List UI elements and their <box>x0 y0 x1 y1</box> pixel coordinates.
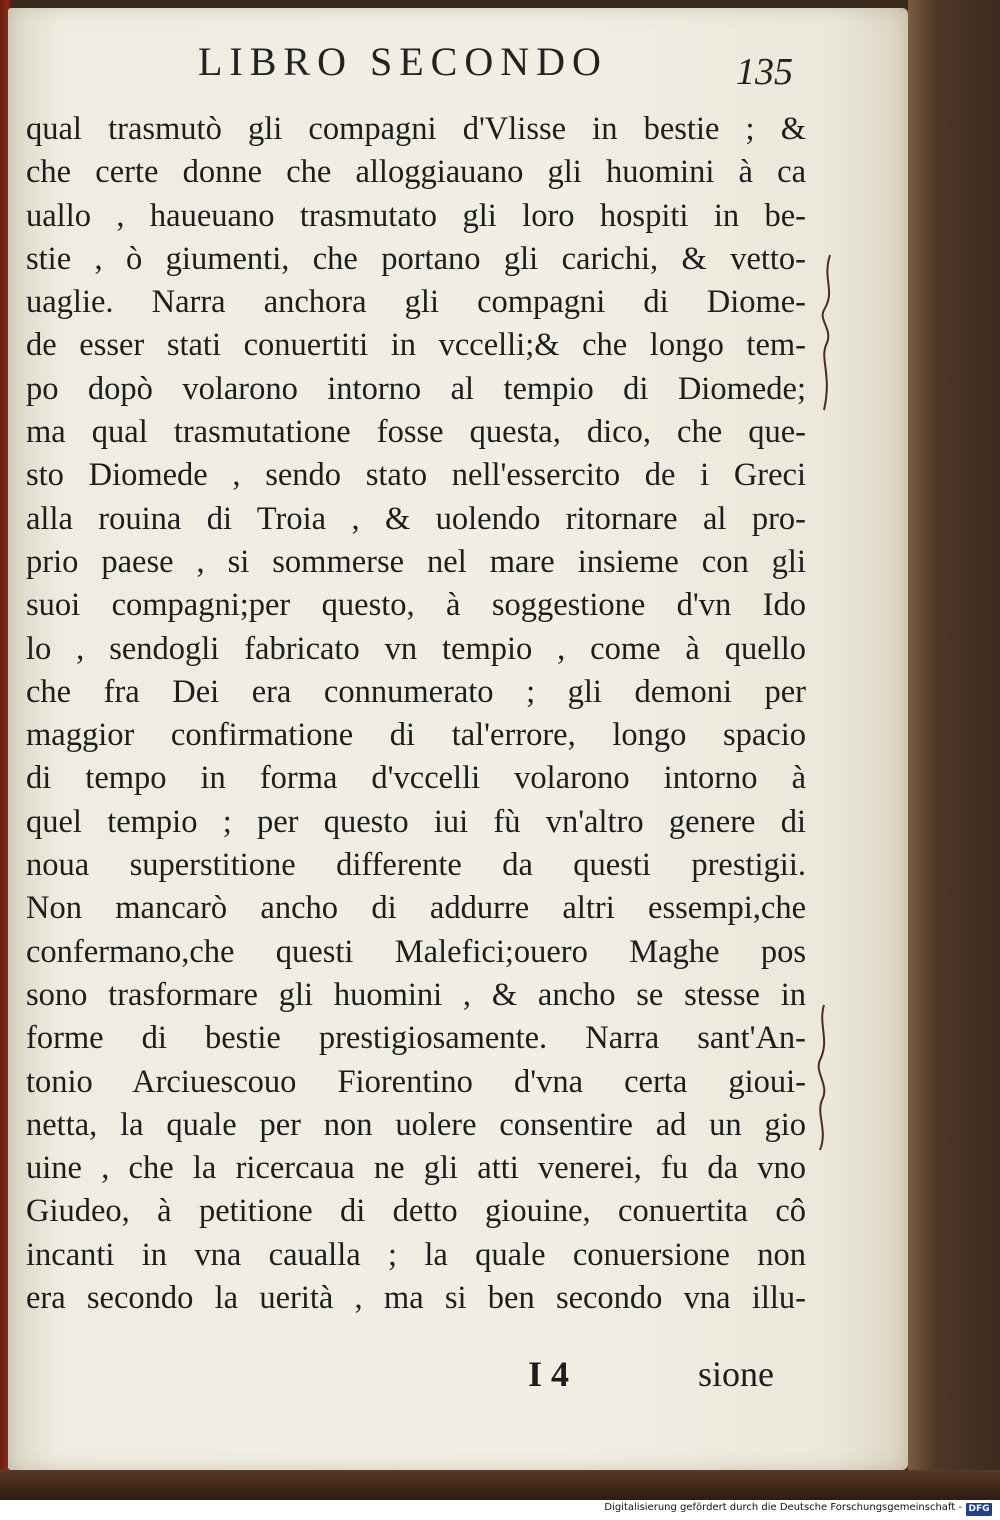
running-head: LIBRO SECONDO <box>198 39 608 84</box>
catchword: sione <box>698 1354 774 1394</box>
text-line: di tempo in forma d'vccelli volarono intorno à <box>26 760 806 797</box>
marginal-bracket-mark <box>812 250 842 420</box>
dfg-logo-icon: DFG <box>966 1503 992 1516</box>
text-line: uallo , haueuano trasmutato gli loro hospiti in be- <box>26 197 806 234</box>
text-line: Non mancarò ancho di addurre altri essempi,che <box>26 890 806 927</box>
text-line: confermano,che questi Malefici;ouero Maghe pos <box>26 933 806 970</box>
text-line: suoi compagni;per questo, à soggestione d'vn Ido <box>26 587 806 624</box>
text-line: noua superstitione differente da questi prestigii. <box>26 847 806 884</box>
text-line: uine , che la ricercaua ne gli atti venerei, fu da vno <box>26 1150 806 1187</box>
marginal-bracket-mark <box>808 1000 838 1160</box>
text-line: era secondo la uerità , ma si ben secondo vna illu- <box>26 1280 806 1317</box>
text-line: uaglie. Narra anchora gli compagni di Diome- <box>26 284 806 321</box>
page-bottom-edge <box>0 1470 1000 1500</box>
printer-signature: I 4 <box>528 1354 570 1394</box>
text-line: netta, la quale per non uolere consentire ad un gio <box>26 1106 806 1143</box>
text-line: sono trasformare gli huomini , & ancho se stesse in <box>26 976 806 1013</box>
text-line: prio paese , si sommerse nel mare insieme con gli <box>26 543 806 580</box>
page-fore-edge <box>908 0 1000 1500</box>
text-line: ma qual trasmutatione fosse questa, dico, che que- <box>26 414 806 451</box>
text-line: alla rouina di Troia , & uolendo ritornare al pro- <box>26 500 806 537</box>
text-line: sto Diomede , sendo stato nell'essercito de i Greci <box>26 457 806 494</box>
text-line: lo , sendogli fabricato vn tempio , come à quello <box>26 630 806 667</box>
book-page <box>8 8 908 1470</box>
folio-number: 135 <box>736 51 793 93</box>
text-line: tonio Arciuescouo Fiorentino d'vna certa gioui- <box>26 1063 806 1100</box>
text-line: che certe donne che alloggiauano gli huomini à ca <box>26 154 806 191</box>
text-line: forme di bestie prestigiosamente. Narra sant'An- <box>26 1020 806 1057</box>
text-line: de esser stati conuertiti in vccelli;& che longo tem- <box>26 327 806 364</box>
text-line: maggior confirmatione di tal'errore, longo spacio <box>26 717 806 754</box>
text-line: qual trasmutò gli compagni d'Vlisse in bestie ; & <box>26 111 806 147</box>
digitization-credit: Digitalisierung gefördert durch die Deutsche Forschungsgemeinschaft - <box>604 1502 962 1513</box>
text-line: stie , ò giumenti, che portano gli carichi, & vetto- <box>26 240 806 277</box>
text-line: po dopò volarono intorno al tempio di Diomede; <box>26 370 806 407</box>
text-line: Giudeo, à petitione di detto giouine, conuertita cô <box>26 1193 806 1230</box>
text-line: quel tempio ; per questo iui fù vn'altro genere di <box>26 803 806 840</box>
text-line: incanti in vna caualla ; la quale conuersione non <box>26 1236 806 1273</box>
text-line: che fra Dei era connumerato ; gli demoni per <box>26 673 806 710</box>
page-text-body <box>26 108 806 1320</box>
